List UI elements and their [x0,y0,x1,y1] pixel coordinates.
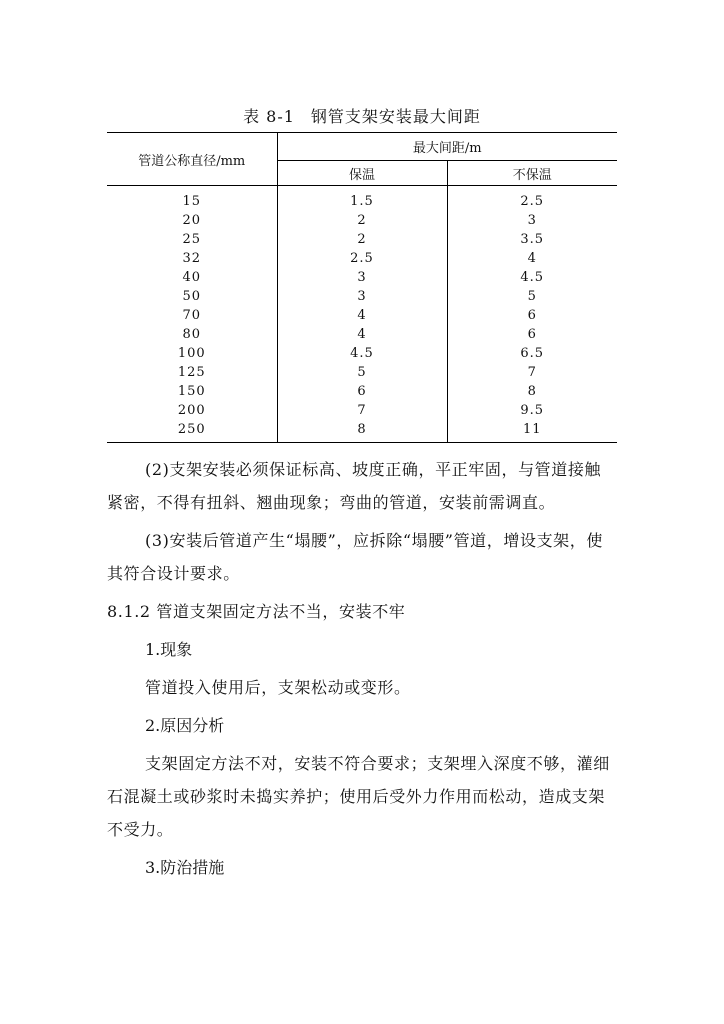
cell-uninsulated: 9.5 [447,401,617,420]
header-max-spacing: 最大间距/m [277,133,617,161]
table-row [107,249,617,268]
table-row [107,382,617,401]
cell-diameter: 250 [107,420,277,443]
cell-diameter: 80 [182,327,202,342]
paragraph-3: (3)安装后管道产生“塌腰”，应拆除“塌腰”管道，增设支架，使其符合设计要求。 [107,531,603,583]
cell-insulated: 3 [277,287,447,306]
body-text [107,453,617,889]
cell-diameter: 150 [177,384,206,399]
cell-diameter: 50 [182,289,202,304]
cell-diameter: 20 [182,213,202,228]
table-row [107,211,617,230]
cell-insulated: 2.5 [277,249,447,268]
cell-insulated: 4 [277,325,447,344]
cell-diameter: 200 [177,403,206,418]
cell-diameter: 40 [182,270,202,285]
cell-diameter: 32 [182,251,202,266]
cause-analysis-text: 支架固定方法不对，安装不符合要求；支架埋入深度不够，灌细石混凝土或砂浆时未捣实养护；使用后受外力作用而松动，造成支架不受力。 [107,754,610,839]
subheading-phenomenon: 1.现象 [145,640,193,659]
header-diameter: 管道公称直径/mm [107,133,277,186]
cell-uninsulated: 11 [447,420,617,443]
cell-insulated: 2 [277,230,447,249]
table-caption-title: 钢管支架安装最大间距 [310,107,481,126]
cell-uninsulated: 8 [447,382,617,401]
cell-diameter: 25 [182,232,202,247]
table-row [107,344,617,363]
table-body [107,186,617,443]
cell-diameter: 100 [177,346,206,361]
cell-uninsulated: 5 [447,287,617,306]
cell-uninsulated: 3.5 [447,230,617,249]
subheading-cause-analysis: 2.原因分析 [145,716,225,735]
cell-uninsulated: 3 [447,211,617,230]
table-row [107,401,617,420]
cell-uninsulated: 4 [447,249,617,268]
cell-insulated: 8 [277,420,447,443]
cell-uninsulated: 7 [447,363,617,382]
header-uninsulated: 不保温 [447,161,617,186]
table-row [107,363,617,382]
cell-diameter: 70 [182,308,202,323]
table-row [107,325,617,344]
cell-insulated: 5 [277,363,447,382]
cell-uninsulated: 2.5 [447,186,617,212]
table-row [107,268,617,287]
table-caption [0,104,724,127]
cell-insulated: 3 [277,268,447,287]
cell-diameter: 15 [182,194,202,209]
cell-insulated: 1.5 [277,186,447,212]
cell-insulated: 2 [277,211,447,230]
cell-diameter: 125 [177,365,206,380]
header-insulated: 保温 [277,161,447,186]
spacing-table [107,132,617,443]
cell-uninsulated: 6 [447,325,617,344]
table-row [107,287,617,306]
cell-uninsulated: 6 [447,306,617,325]
table-caption-number: 表 8-1 [243,107,295,126]
cell-insulated: 4 [277,306,447,325]
cell-insulated: 4.5 [277,344,447,363]
cell-insulated: 6 [277,382,447,401]
cell-uninsulated: 4.5 [447,268,617,287]
table-row [107,306,617,325]
table-row [107,186,617,212]
paragraph-2: (2)支架安装必须保证标高、坡度正确，平正牢固，与管道接触紧密，不得有扭斜、翘曲现象；弯曲的管道，安装前需调直。 [107,460,602,512]
section-heading: 8.1.2 管道支架固定方法不当，安装不牢 [107,602,406,621]
cell-insulated: 7 [277,401,447,420]
cell-uninsulated: 6.5 [447,344,617,363]
phenomenon-text: 管道投入使用后，支架松动或变形。 [145,678,411,697]
subheading-prevention: 3.防治措施 [145,858,225,877]
table-row [107,230,617,249]
table-row [107,420,617,443]
